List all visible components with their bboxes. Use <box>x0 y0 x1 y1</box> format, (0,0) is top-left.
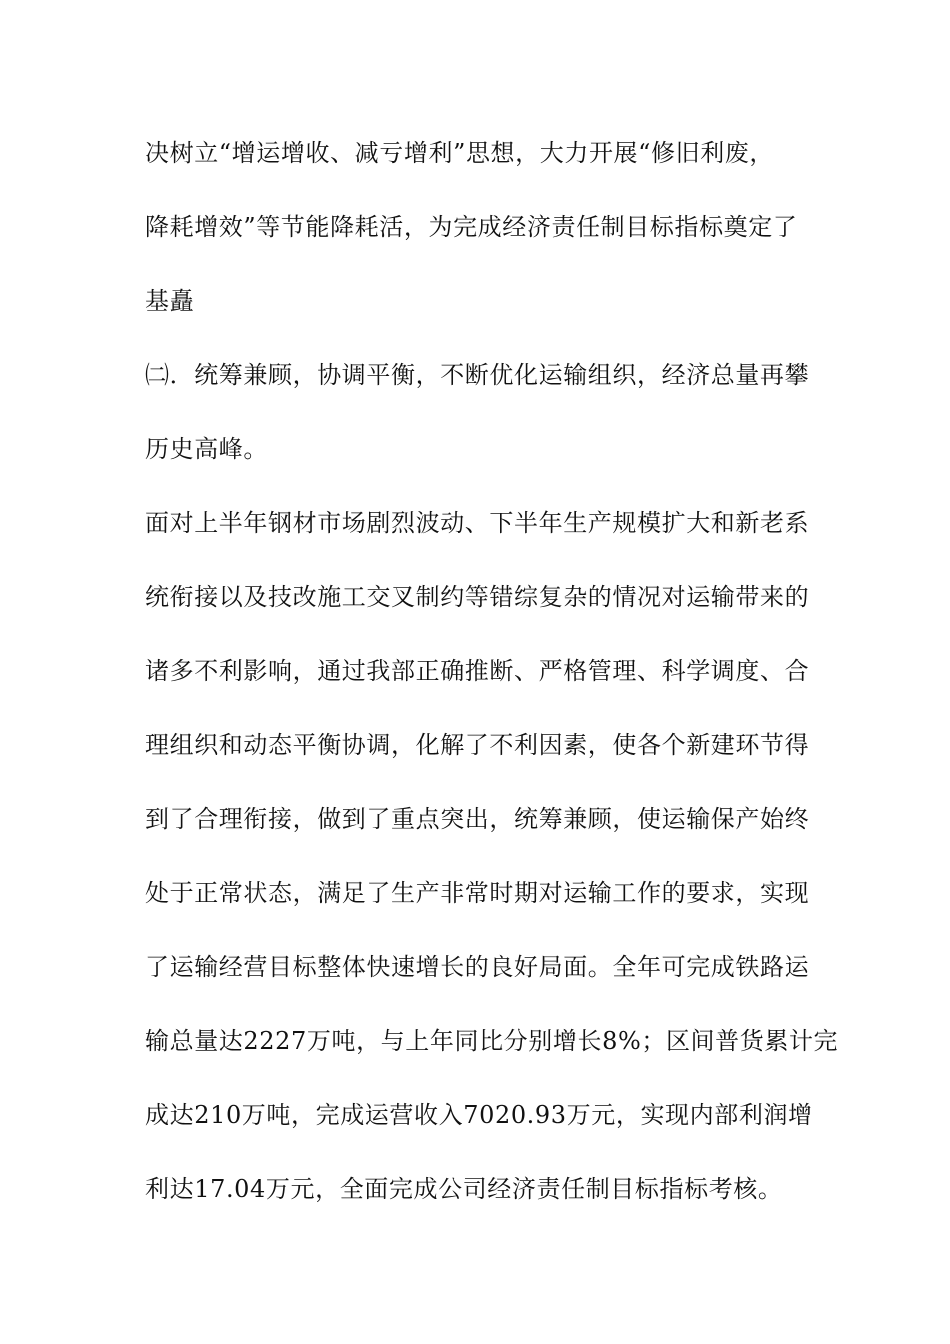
section-heading-line: ㈡．统筹兼顾，协调平衡，不断优化运输组织，经济总量再攀 <box>145 361 810 389</box>
text-line: 成达210万吨，完成运营收入7020.93万元，实现内部利润增 <box>145 1101 813 1129</box>
text-line: 到了合理衔接，做到了重点突出，统筹兼顾，使运输保产始终 <box>145 805 810 833</box>
text-line: 决树立“增运增收、减亏增利”思想，大力开展“修旧利废， <box>145 139 775 167</box>
text-line: 面对上半年钢材市场剧烈波动、下半年生产规模扩大和新老系 <box>145 509 810 537</box>
text-line: 降耗增效”等节能降耗活，为完成经济责任制目标指标奠定了 <box>145 213 798 241</box>
text-line: 了运输经营目标整体快速增长的良好局面。全年可完成铁路运 <box>145 953 810 981</box>
text-line: 处于正常状态，满足了生产非常时期对运输工作的要求，实现 <box>145 879 810 907</box>
section-heading-line: 历史高峰。 <box>145 435 268 463</box>
text-line: 诸多不利影响，通过我部正确推断、严格管理、科学调度、合 <box>145 657 810 685</box>
text-line: 输总量达2227万吨，与上年同比分别增长8%；区间普货累计完 <box>145 1027 839 1055</box>
text-line: 理组织和动态平衡协调，化解了不利因素，使各个新建环节得 <box>145 731 810 759</box>
text-line: 利达17.04万元，全面完成公司经济责任制目标指标考核。 <box>145 1175 783 1203</box>
text-line: 基矗 <box>145 287 195 315</box>
text-line: 统衔接以及技改施工交叉制约等错综复杂的情况对运输带来的 <box>145 583 810 611</box>
